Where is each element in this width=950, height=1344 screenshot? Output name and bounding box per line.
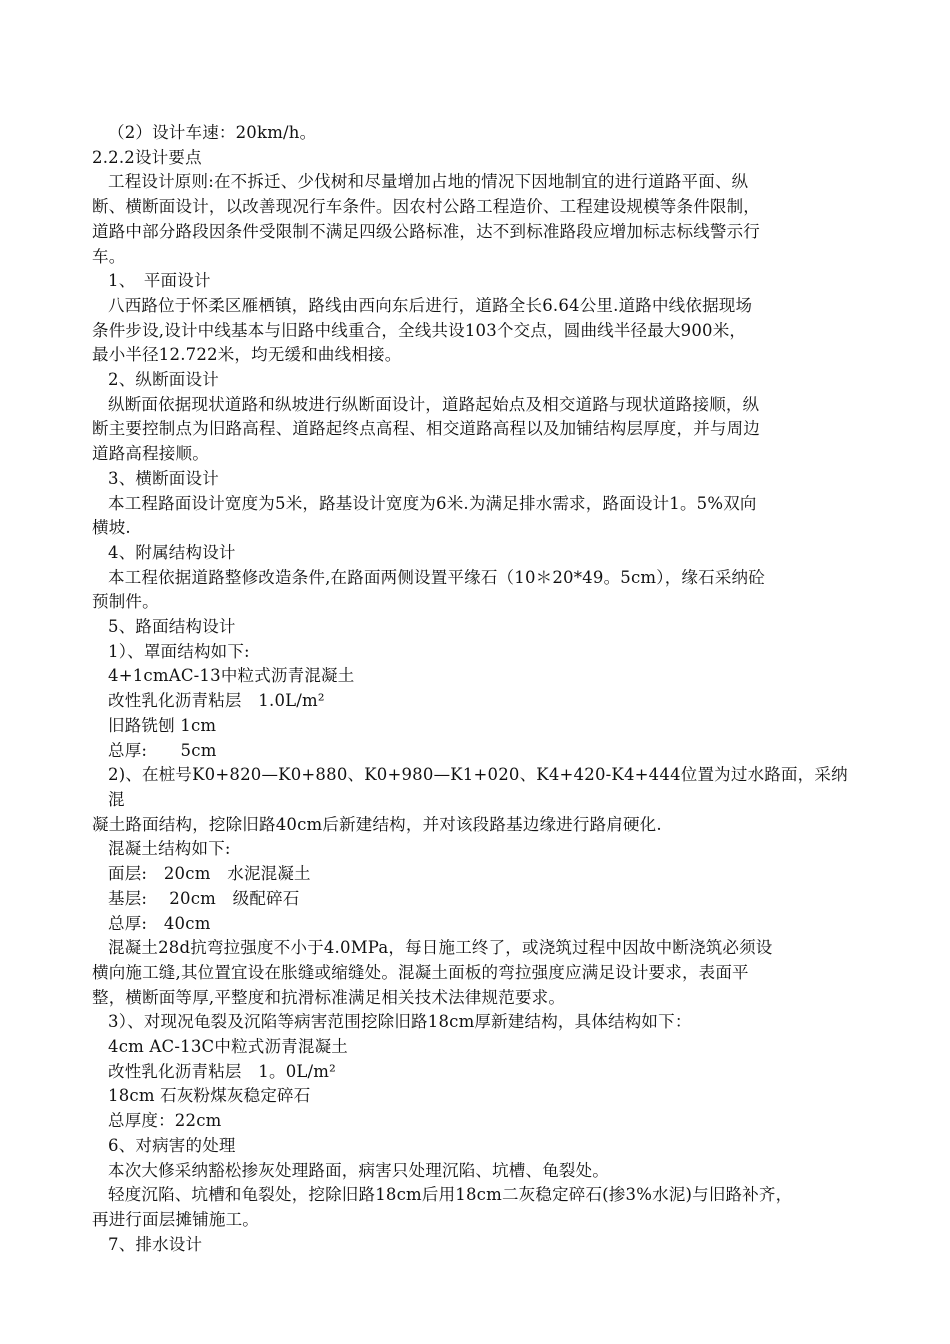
text-line: 1、 平面设计 xyxy=(108,271,211,291)
text-line: 面层: 20cm 水泥混凝土 xyxy=(108,864,311,884)
text-line: 道路中部分路段因条件受限制不满足四级公路标准，达不到标准路段应增加标志标线警示行 xyxy=(92,221,760,241)
text-line: 基层: 20cm 级配碎石 xyxy=(108,888,300,908)
text-line: 本工程依据道路整修改造条件,在路面两侧设置平缘石（10＊20*49。5cm），缘石采纳砼 xyxy=(108,567,765,587)
text-line: 工程设计原则:在不拆迁、少伐树和尽量增加占地的情况下因地制宜的进行道路平面、纵 xyxy=(108,172,749,192)
text-line: 4、附属结构设计 xyxy=(108,542,236,562)
text-line: 4+1cmAC-13中粒式沥青混凝土 xyxy=(108,666,355,686)
text-line: 5、路面结构设计 xyxy=(108,617,236,637)
text-line: 车。 xyxy=(92,246,126,266)
text-line: （2）设计车速：20km/h。 xyxy=(108,123,317,142)
text-line: 2、纵断面设计 xyxy=(108,370,219,390)
text-line: 本工程路面设计宽度为5米，路基设计宽度为6米.为满足排水需求，路面设计1。5%双向 xyxy=(108,493,757,513)
text-line: 旧路铣刨 1cm xyxy=(108,715,217,735)
text-line: 断主要控制点为旧路高程、道路起终点高程、相交道路高程以及加铺结构层厚度，并与周边 xyxy=(92,419,760,439)
text-line: 总厚: 40cm xyxy=(108,913,211,933)
text-line: 整，横断面等厚,平整度和抗滑标准满足相关技术法律规范要求。 xyxy=(92,987,566,1007)
text-line: 八西路位于怀柔区雁栖镇，路线由西向东后进行，道路全长6.64公里.道路中线依据现场 xyxy=(108,295,753,315)
text-line: 再进行面层摊铺施工。 xyxy=(92,1209,259,1229)
text-line: 总厚: 5cm xyxy=(108,740,217,760)
text-line: 2)、在桩号K0+820—K0+880、K0+980—K1+020、K4+420-K4+444位置为过水路面，采纳混 xyxy=(108,765,848,809)
text-line: 混凝土28d抗弯拉强度不小于4.0MPa，每日施工终了，或浇筑过程中因故中断浇筑必须设 xyxy=(108,938,773,958)
text-line: 预制件。 xyxy=(92,592,159,612)
text-line: 改性乳化沥青粘层 1。0L/m² xyxy=(108,1061,336,1081)
text-line: 混凝土结构如下: xyxy=(108,839,231,859)
text-line: 1）、罩面结构如下: xyxy=(108,641,250,661)
text-line: 横坡. xyxy=(92,518,131,538)
document-body xyxy=(92,121,862,1257)
text-line: 道路高程接顺。 xyxy=(92,444,209,464)
text-line: 横向施工缝,其位置宜设在胀缝或缩缝处。混凝土面板的弯拉强度应满足设计要求，表面平 xyxy=(92,962,749,982)
text-line: 总厚度：22cm xyxy=(108,1111,222,1131)
text-line: 改性乳化沥青粘层 1.0L/m² xyxy=(108,691,325,711)
text-line: 断、横断面设计，以改善现况行车条件。因农村公路工程造价、工程建设规模等条件限制， xyxy=(92,197,760,217)
text-line: 轻度沉陷、坑槽和龟裂处，挖除旧路18cm后用18cm二灰稳定碎石(掺3%水泥)与旧路补齐， xyxy=(108,1185,793,1205)
text-line: 3、横断面设计 xyxy=(108,468,219,488)
text-line: 条件步设,设计中线基本与旧路中线重合，全线共设103个交点，圆曲线半径最大900米， xyxy=(92,320,747,340)
text-line: 4cm AC-13C中粒式沥青混凝土 xyxy=(108,1037,348,1057)
text-line: 最小半径12.722米，均无缓和曲线相接。 xyxy=(92,345,402,365)
text-line: 7、排水设计 xyxy=(108,1234,203,1254)
text-line: 本次大修采纳豁松掺灰处理路面，病害只处理沉陷、坑槽、龟裂处。 xyxy=(108,1160,609,1180)
text-line: 6、对病害的处理 xyxy=(108,1135,236,1155)
text-line: 纵断面依据现状道路和纵坡进行纵断面设计，道路起始点及相交道路与现状道路接顺，纵 xyxy=(108,394,760,414)
text-line: 凝土路面结构，挖除旧路40cm后新建结构，并对该段路基边缘进行路肩硬化. xyxy=(92,814,662,834)
text-line: 2.2.2设计要点 xyxy=(92,147,202,167)
text-line: 3）、对现况龟裂及沉陷等病害范围挖除旧路18cm厚新建结构，具体结构如下： xyxy=(108,1012,692,1032)
text-line: 18cm 石灰粉煤灰稳定碎石 xyxy=(108,1086,311,1106)
